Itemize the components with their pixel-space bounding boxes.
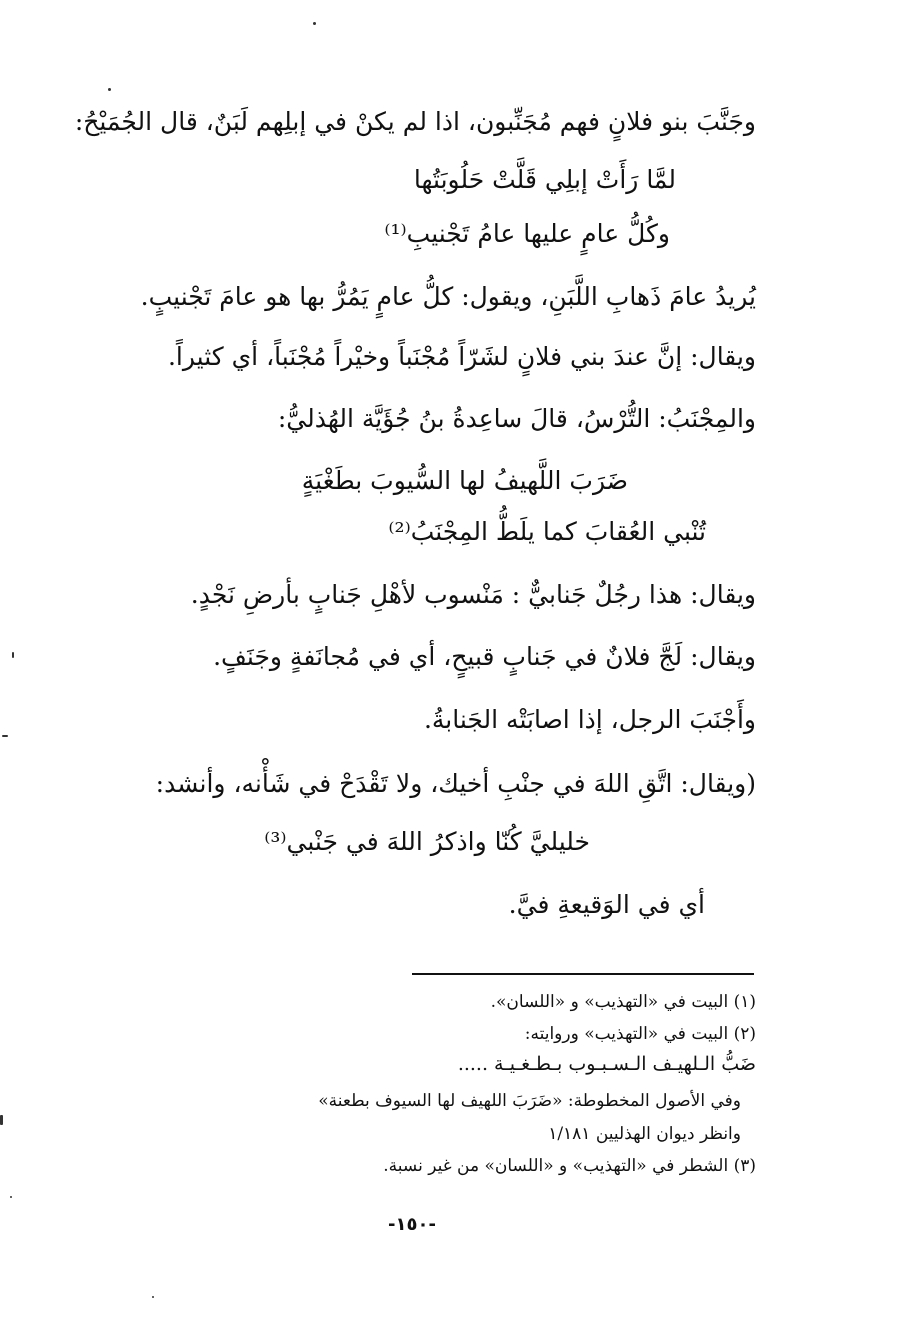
scan-speck	[0, 1115, 3, 1125]
verse-line: وكُلُّ عامٍ عليها عامُ تَجْنيبِ⁽¹⁾	[384, 219, 670, 248]
footnote-line: (١) البيت في «التهذيب» و «اللسان».	[490, 992, 756, 1012]
text-line: ويقال: هذا رجُلٌ جَنابيٌّ : مَنْسوب لأهْلِ جَنابٍ بأرضِ نَجْدٍ.	[190, 580, 756, 609]
verse-line: خليليَّ كُنّا واذكرُ اللهَ في جَنْبي⁽³⁾	[264, 827, 590, 856]
text-line: أي في الوَقيعةِ فيَّ.	[508, 890, 705, 919]
page-number: -١٥٠-	[388, 1214, 436, 1235]
scan-speck	[12, 652, 14, 658]
scan-speck	[10, 1196, 12, 1198]
scan-speck	[313, 22, 316, 25]
verse-line: ضَرَبَ اللَّهيفُ لها السُّيوبَ بطَغْيَةٍ	[301, 466, 628, 495]
text-line: (ويقال: اتَّقِ اللهَ في جنْبِ أخيك، ولا تَقْدَحْ في شَأْنه، وأنشد:	[155, 769, 756, 798]
text-line: ويقال: إنَّ عندَ بني فلانٍ لشَرّاً مُجْنَباً وخيْراً مُجْنَباً، أي كثيراً.	[167, 342, 756, 371]
text-line: وجَنَّبَ بنو فلانٍ فهم مُجَنِّبون، اذا لم يكنْ في إبلِهم لَبَنٌ، قال الجُمَيْحُ:	[74, 107, 756, 136]
scan-speck	[152, 1296, 154, 1298]
footnote-line: وانظر ديوان الهذليين ١/١٨١	[548, 1124, 741, 1144]
text-line: ويقال: لَجَّ فلانٌ في جَنابٍ قبيحٍ، أي في مُجانَفةٍ وجَنَفٍ.	[213, 642, 756, 671]
footnote-line: (٣) الشطر في «التهذيب» و «اللسان» من غير نسبة.	[383, 1156, 756, 1176]
text-line: وأَجْنَبَ الرجل، إذا اصابَتْه الجَنابةُ.	[423, 705, 756, 734]
scan-speck	[108, 88, 111, 91]
text-line: يُريدُ عامَ ذَهابِ اللَّبَنِ، ويقول: كلُّ عامٍ يَمُرُّ بها هو عامَ تَجْنيبٍ.	[140, 282, 756, 311]
verse-line: لمَّا رَأَتْ إبلِي قَلَّتْ حَلُوبَتُها	[413, 165, 676, 194]
footnote-line: (٢) البيت في «التهذيب» وروايته:	[524, 1024, 756, 1044]
scan-speck	[2, 735, 8, 737]
footnote-line: وفي الأصول المخطوطة: «ضَرَبَ اللهيف لها السيوف بطعنة»	[318, 1091, 741, 1111]
footnote-line: ضَبُّ الـلهيـف الـسـبـوب بـطـغـيـة .....	[457, 1053, 756, 1075]
text-line: والمِجْنَبُ: التُّرْسُ، قالَ ساعِدةُ بنُ جُؤَيَّة الهُذليُّ:	[277, 404, 756, 433]
footnote-divider	[412, 973, 754, 975]
verse-line: تُنْبي العُقابَ كما يلَطُّ المِجْنَبُ⁽²⁾	[388, 517, 706, 546]
